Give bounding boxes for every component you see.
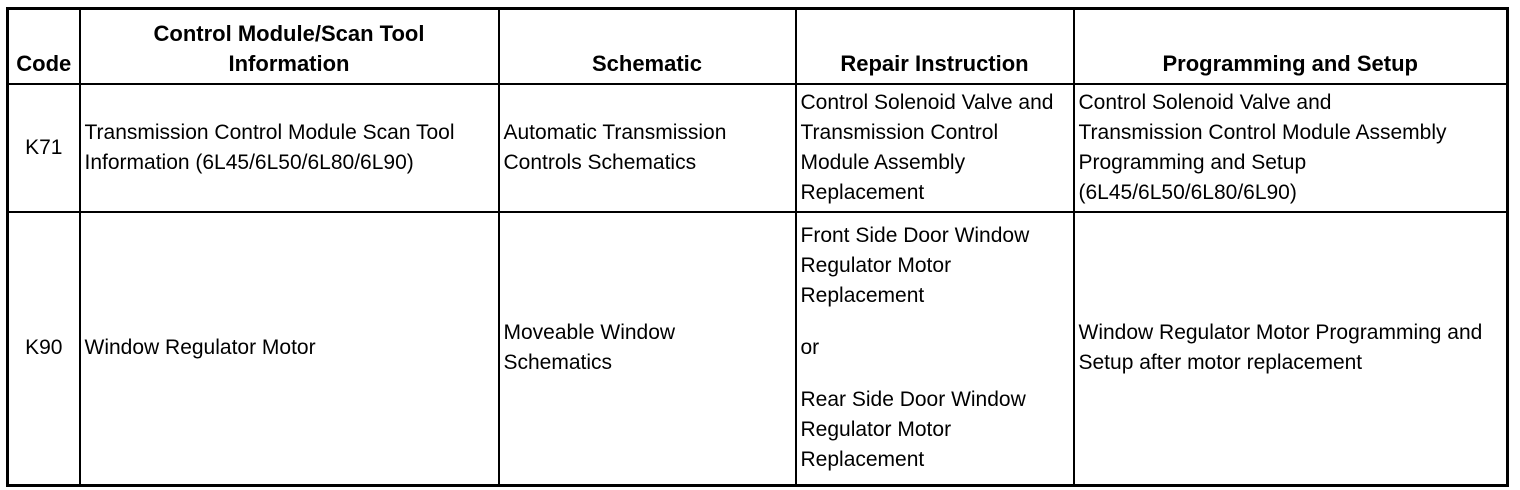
- programming-link[interactable]: Control Solenoid Valve and Transmission Control Module Assembly Programming and Setup (6L45/6L50/6L80/6L90): [1074, 84, 1508, 212]
- repair-or-text: or: [800, 336, 820, 360]
- header-programming-setup: Programming and Setup: [1074, 9, 1508, 84]
- repair-cell: [796, 212, 1074, 486]
- header-row: [8, 9, 1508, 84]
- repair-link[interactable]: Control Solenoid Valve and Transmission Control Module Assembly Replacement: [796, 84, 1074, 212]
- info-link[interactable]: Transmission Control Module Scan Tool Information (6L45/6L50/6L80/6L90): [80, 84, 499, 212]
- info-link[interactable]: Window Regulator Motor: [80, 212, 499, 486]
- table-row: [8, 84, 1508, 212]
- schematic-link[interactable]: Moveable Window Schematics: [499, 212, 796, 486]
- repair-link-front[interactable]: Front Side Door Window Regulator Motor Replacement: [800, 224, 1030, 308]
- table-row: [8, 212, 1508, 486]
- service-info-table: [6, 7, 1509, 487]
- header-code: Code: [8, 9, 80, 84]
- code-cell: K90: [8, 212, 80, 486]
- programming-link[interactable]: Window Regulator Motor Programming and Setup after motor replacement: [1074, 212, 1508, 486]
- repair-link-rear[interactable]: Rear Side Door Window Regulator Motor Replacement: [800, 388, 1026, 472]
- code-cell: K71: [8, 84, 80, 212]
- header-schematic: Schematic: [499, 9, 796, 84]
- header-repair-instruction: Repair Instruction: [796, 9, 1074, 84]
- schematic-link[interactable]: Automatic Transmission Controls Schematics: [499, 84, 796, 212]
- header-control-module-info: Control Module/Scan Tool Information: [80, 9, 499, 84]
